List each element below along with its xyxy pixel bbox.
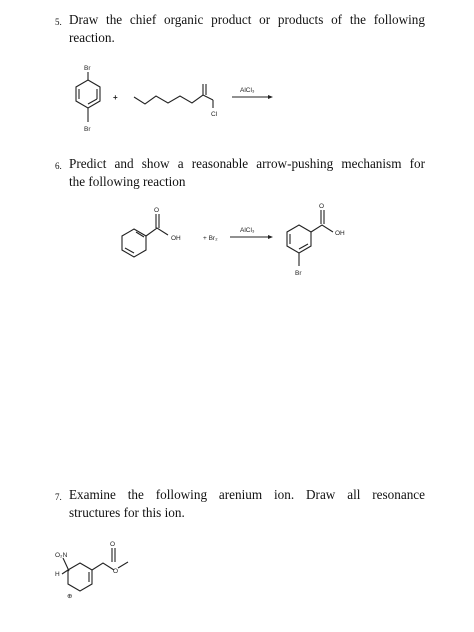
q7-carbonyl-o-label: O xyxy=(110,541,116,548)
q5-dibromobenzene xyxy=(76,65,100,133)
question-5-text-line2: reaction. xyxy=(69,30,115,45)
q7-positive-charge: ⊕ xyxy=(67,593,73,600)
q5-br-bottom-label: Br xyxy=(84,126,91,133)
q5-br-top-label: Br xyxy=(84,65,91,72)
question-5-text-line1: Draw the chief organic product or products of the following xyxy=(69,12,425,27)
q5-plus-sign: + xyxy=(113,93,118,102)
question-6-text-line2: the following reaction xyxy=(69,174,186,189)
q6-product-br-label: Br xyxy=(295,270,302,277)
q6-benzoic-acid-reactant xyxy=(122,207,181,257)
q6-carbonyl-o-label: O xyxy=(154,207,160,214)
q7-hydrogen-label: H xyxy=(55,571,60,578)
q5-cl-label: Cl xyxy=(211,111,218,118)
q6-hydroxyl-label: OH xyxy=(171,235,181,242)
q6-reaction-arrow xyxy=(230,227,273,239)
q5-reagent-label: AlCl₃ xyxy=(240,87,255,94)
question-7-text-line2: structures for this ion. xyxy=(69,505,185,520)
question-7-number: 7. xyxy=(55,492,62,502)
q6-bromobenzoic-acid-product xyxy=(287,203,345,277)
q7-arenium-ion xyxy=(55,541,128,600)
q6-plus-bromine: + Br₂ xyxy=(203,235,218,242)
q5-reaction-arrow xyxy=(232,87,273,99)
q6-product-carbonyl-o-label: O xyxy=(319,203,325,210)
question-6-number: 6. xyxy=(55,161,62,171)
q7-ester-o-label: O xyxy=(113,568,119,575)
q7-nitro-label: O₂N xyxy=(55,552,68,559)
q6-reagent-label: AlCl₃ xyxy=(240,227,255,234)
q5-acyl-chloride xyxy=(134,84,218,118)
q6-product-hydroxyl-label: OH xyxy=(335,230,345,237)
question-5-number: 5. xyxy=(55,17,62,27)
question-7-text-line1: Examine the following arenium ion. Draw all resonance xyxy=(69,487,425,502)
question-6-text-line1: Predict and show a reasonable arrow-pushing mechanism for xyxy=(69,156,425,171)
